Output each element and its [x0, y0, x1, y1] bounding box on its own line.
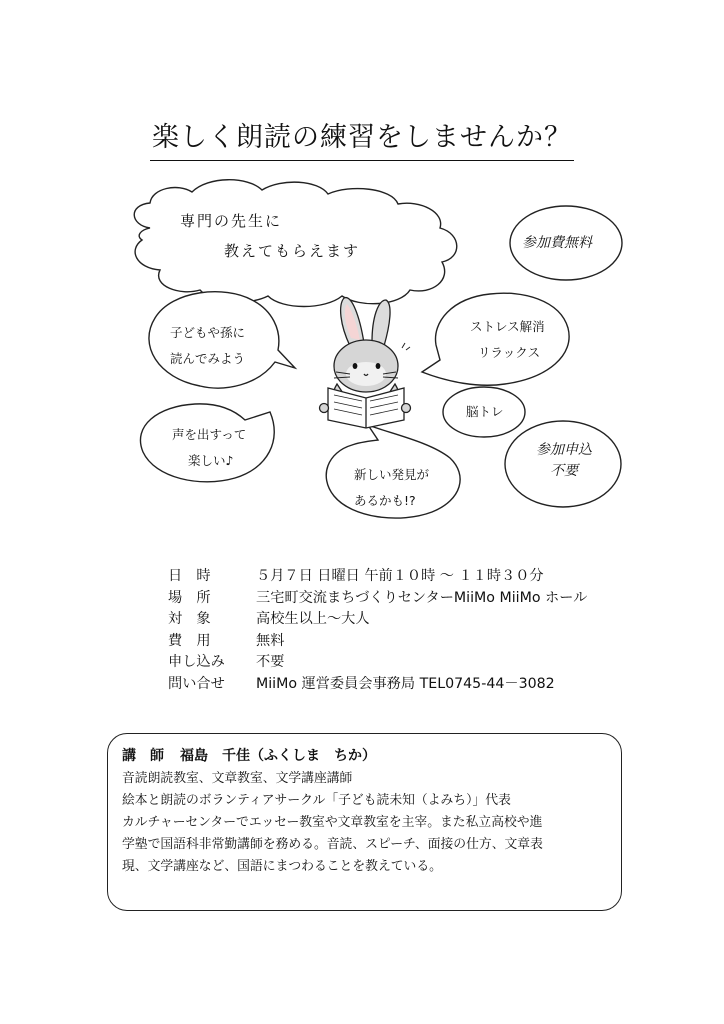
text-fee-free: 参加費無料: [522, 235, 592, 251]
rabbit-reading-book-icon: [320, 298, 411, 428]
instructor-line: 音読朗読教室、文章教室、文学講座講師: [122, 771, 353, 786]
instructor-role: 講 師: [122, 748, 164, 764]
text-no-application: 参加申込 不要: [536, 442, 592, 479]
detail-row-datetime: 日 時 ５月７日 日曜日 午前１０時 ～ １１時３０分: [168, 568, 544, 584]
detail-row-audience: 対 象 高校生以上～大人: [168, 611, 370, 627]
detail-row-application: 申し込み 不要: [168, 654, 285, 670]
text-stress: ストレス解消 リラックス: [470, 319, 545, 360]
instructor-line: 現、文学講座など、国語にまつわることを教えている。: [122, 859, 442, 874]
page-title: 楽しく朗読の練習をしませんか？: [152, 122, 572, 153]
event-details: [168, 566, 688, 695]
text-discovery: 新しい発見が あるかも!?: [354, 467, 430, 508]
instructor-line: 学塾で国語科非常勤講師を務める。音読、スピーチ、面接の仕方、文章表: [122, 837, 543, 852]
instructor-heading: [122, 744, 607, 768]
text-grandkids: 子どもや孫に 読んでみよう: [170, 325, 246, 366]
instructor-name: 福島 千佳（ふくしま ちか）: [180, 748, 376, 764]
text-voice: 声を出すって 楽しい♪: [172, 427, 247, 468]
instructor-line: カルチャーセンターでエッセー教室や文章教室を主宰。また私立高校や進: [122, 815, 543, 830]
instructor-line: 絵本と朗読のボランティアサークル「子ども読未知（よみち）」代表: [122, 793, 511, 808]
detail-row-contact: 問い合せ MiiMo 運営委員会事務局 TEL0745-44－3082: [168, 675, 555, 692]
instructor-box: [107, 733, 622, 911]
text-teacher: 専門の先生に 教えてもらえます: [180, 212, 361, 260]
text-brain: 脳トレ: [466, 404, 504, 419]
detail-row-place: 場 所 三宅町交流まちづくりセンターMiiMo MiiMo ホール: [168, 589, 588, 606]
detail-row-fee: 費 用 無料: [168, 632, 285, 649]
